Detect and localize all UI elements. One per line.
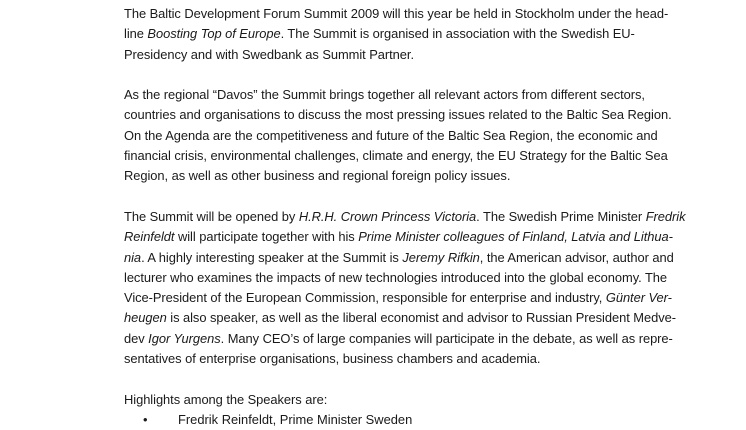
text-line <box>124 146 684 166</box>
text-line <box>124 268 684 288</box>
paragraph-spacer <box>124 187 684 207</box>
text-run: dev <box>124 330 149 346</box>
italic-text-run: H.R.H. Crown Princess Victoria <box>298 208 477 224</box>
text-run: On the Agenda are the competitiveness and future of the Baltic Sea Region, the economic and <box>124 127 658 143</box>
text-run: The Summit will be opened by <box>124 208 299 224</box>
italic-text-run: nia <box>124 249 142 265</box>
text-line <box>124 308 684 328</box>
paragraph-spacer <box>124 369 684 389</box>
italic-text-run: Igor Yurgens <box>148 330 221 346</box>
text-line <box>124 329 684 349</box>
paragraph-intro <box>124 4 684 65</box>
text-line <box>124 227 684 247</box>
italic-text-run: Günter Ver- <box>605 290 672 306</box>
text-run: countries and organisations to discuss the most pressing issues related to the Baltic Sea Region. <box>124 107 672 123</box>
text-run: is also speaker, as well as the liberal economist and advisor to Russian President Medve- <box>166 310 676 326</box>
text-run: will participate together with his <box>174 229 359 245</box>
italic-text-run: Reinfeldt <box>124 229 175 245</box>
highlights-heading: Highlights among the Speakers are: <box>124 391 328 407</box>
text-run: The Baltic Development Forum Summit 2009 will this year be held in Stockholm under the head- <box>124 6 669 21</box>
text-line <box>124 4 684 24</box>
text-run: Presidency and with Swedbank as Summit Partner. <box>124 46 414 62</box>
text-line <box>124 349 684 369</box>
text-line <box>124 207 684 227</box>
speaker-name: Fredrik Reinfeldt, Prime Minister Sweden <box>178 411 413 427</box>
text-run: , the American advisor, author and <box>479 249 674 265</box>
text-run: sentatives of enterprise organisations, business chambers and academia. <box>124 351 541 367</box>
document-page <box>124 4 684 430</box>
text-line <box>124 248 684 268</box>
bullet-icon: • <box>143 411 148 427</box>
text-run: As the regional “Davos” the Summit brings together all relevant actors from different sectors, <box>124 87 645 103</box>
paragraph-spacer <box>124 65 684 85</box>
text-line <box>124 105 684 125</box>
speakers-list <box>124 410 684 430</box>
italic-text-run: Boosting Top of Europe <box>147 26 281 42</box>
text-run: . The Swedish Prime Minister <box>476 208 646 224</box>
text-run: lecturer who examines the impacts of new technologies introduced into the global economy. The <box>124 269 668 285</box>
paragraph-speakers <box>124 207 684 369</box>
italic-text-run: Jeremy Rifkin <box>402 249 480 265</box>
text-run: . A highly interesting speaker at the Summit is <box>141 249 403 265</box>
italic-text-run: heugen <box>124 310 167 326</box>
italic-text-run: Fredrik <box>645 208 686 224</box>
text-line <box>124 126 684 146</box>
text-line <box>124 288 684 308</box>
list-item <box>124 410 684 430</box>
text-run: Vice-President of the European Commission, responsible for enterprise and industry, <box>124 290 606 306</box>
text-line <box>124 45 684 65</box>
text-line <box>124 166 684 186</box>
paragraph-davos <box>124 85 684 186</box>
text-run: Region, as well as other business and regional foreign policy issues. <box>124 168 511 184</box>
text-run: . The Summit is organised in association with the Swedish EU- <box>280 26 635 42</box>
text-run: . Many CEO’s of large companies will participate in the debate, as well as repre- <box>220 330 673 346</box>
text-line <box>124 24 684 44</box>
text-run: line <box>124 26 148 42</box>
text-run: financial crisis, environmental challenges, climate and energy, the EU Strategy for the Baltic Sea <box>124 148 668 164</box>
text-line <box>124 85 684 105</box>
italic-text-run: Prime Minister colleagues of Finland, Latvia and Lithua- <box>358 229 673 245</box>
